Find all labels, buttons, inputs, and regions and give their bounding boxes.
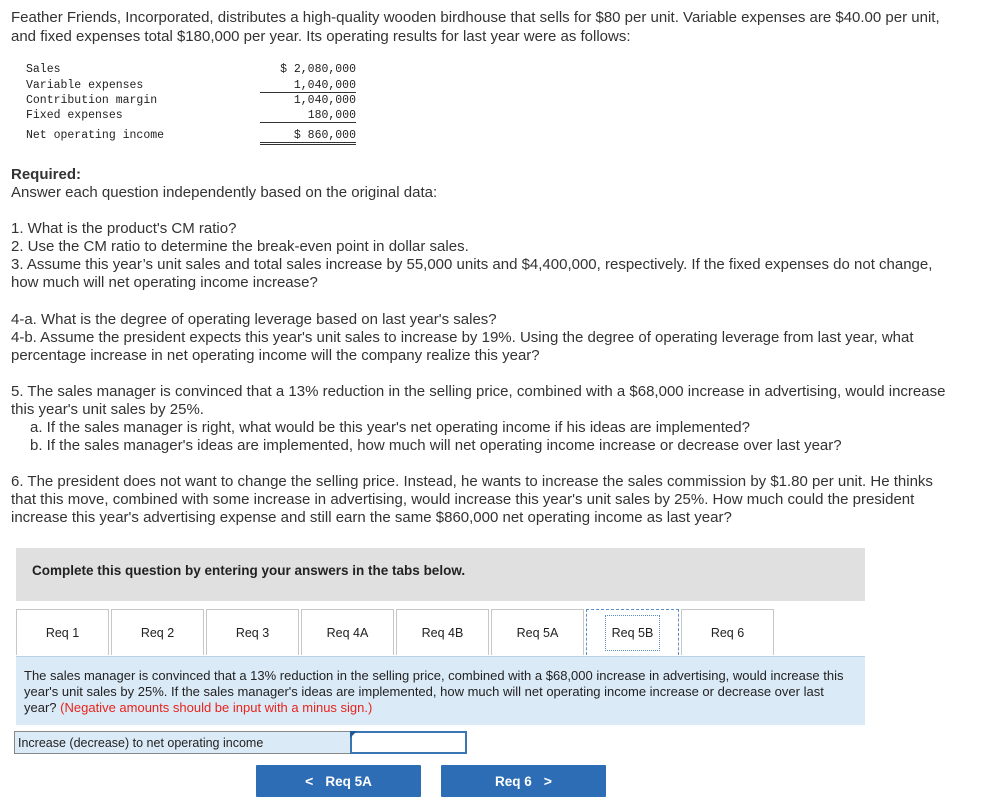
question-5b: b. If the sales manager's ideas are implemented, how much will net operating income increase or decrease over last year? — [30, 437, 842, 454]
fin-label: Sales — [26, 63, 61, 76]
question-1: 1. What is the product's CM ratio? — [11, 220, 237, 237]
input-note: (Negative amounts should be input with a minus sign.) — [60, 700, 373, 715]
tab-label: Req 4A — [326, 625, 369, 640]
tab-req-6[interactable] — [681, 609, 774, 655]
tab-req-4b[interactable] — [396, 609, 489, 655]
fin-label: Contribution margin — [26, 94, 158, 107]
fin-row-fixed-expenses — [26, 109, 356, 125]
fin-row-sales — [26, 63, 356, 79]
instructions-panel — [16, 548, 865, 601]
prev-button-label: Req 5A — [325, 773, 372, 789]
fin-value: 1,040,000 — [260, 79, 356, 93]
question-content-box — [16, 656, 865, 725]
tab-req-2[interactable] — [111, 609, 204, 655]
net-operating-income-change-input[interactable] — [350, 731, 467, 754]
fin-label: Net operating income — [26, 129, 165, 142]
chevron-left-icon: < — [305, 773, 314, 789]
tab-label: Req 6 — [710, 625, 745, 640]
questions-5 — [11, 383, 961, 455]
question-4a: 4-a. What is the degree of operating leverage based on last year's sales? — [11, 311, 497, 328]
tab-label: Req 5A — [516, 625, 559, 640]
prev-button[interactable] — [256, 765, 421, 797]
questions-1-3 — [11, 220, 961, 292]
fin-value: 1,040,000 — [293, 94, 356, 107]
fin-row-net-operating-income — [26, 129, 356, 145]
question-5: 5. The sales manager is convinced that a 13% reduction in the selling price, combined with a $68,000 increase in advertising, would increase this year's unit sales by 25%. — [11, 383, 946, 418]
fin-row-variable-expenses — [26, 79, 356, 95]
question-2: 2. Use the CM ratio to determine the break-even point in dollar sales. — [11, 238, 469, 255]
required-subtitle: Answer each question independently based on the original data: — [11, 184, 438, 201]
next-button[interactable] — [441, 765, 606, 797]
question-4b: 4-b. Assume the president expects this year's unit sales to increase by 19%. Using the degree of operating leverage from last year, what percentage increase in net operating income will the company realize this year? — [11, 329, 914, 364]
next-button-label: Req 6 — [495, 773, 532, 789]
question-6: 6. The president does not want to change the selling price. Instead, he wants to increase the sales commission by $1.80 per unit. He thinks that this move, combined with some increase in advertising, would increase this year's unit sales by 25%. How much could the president increase this year's advertising expense and still earn the same $860,000 net operating income as last year? — [11, 473, 933, 526]
tab-label: Req 2 — [140, 625, 175, 640]
tab-label: Req 5B — [605, 615, 661, 651]
fin-value: $ 860,000 — [260, 129, 356, 145]
tab-label: Req 1 — [45, 625, 80, 640]
tab-req-5a[interactable] — [491, 609, 584, 655]
tab-req-1[interactable] — [16, 609, 109, 655]
question-3: 3. Assume this year’s unit sales and total sales increase by 55,000 units and $4,400,000, respectively. If the fixed expenses do not change, how much will net operating income increase? — [11, 256, 933, 291]
instructions-text: Complete this question by entering your answers in the tabs below. — [32, 563, 466, 578]
chevron-right-icon: > — [543, 773, 552, 789]
tab-label: Req 4B — [421, 625, 464, 640]
questions-4 — [11, 311, 961, 365]
question-5a: a. If the sales manager is right, what would be this year's net operating income if his ideas are implemented? — [30, 419, 750, 436]
input-marker — [350, 731, 357, 738]
fin-value: 180,000 — [260, 109, 356, 123]
question-text: The sales manager is convinced that a 13% reduction in the selling price, combined with a $68,000 increase in advertising, would increase this year's unit sales by 25%. If the sales manager's ideas are implemented, how much will net operating income increase or decrease over last year? — [24, 668, 844, 715]
required-title: Required: — [11, 166, 82, 183]
question-6-block — [11, 473, 961, 527]
fin-value: $ 2,080,000 — [280, 63, 356, 76]
fin-label: Variable expenses — [26, 79, 144, 92]
answer-label: Increase (decrease) to net operating income — [14, 731, 350, 754]
question-content — [24, 668, 854, 716]
tab-req-4a[interactable] — [301, 609, 394, 655]
fin-row-contribution-margin — [26, 94, 356, 110]
fin-label: Fixed expenses — [26, 109, 123, 122]
problem-intro: Feather Friends, Incorporated, distributes a high-quality wooden birdhouse that sells for $80 per unit. Variable expenses are $40.00 per unit, and fixed expenses total $180,000 per year. Its operating results for last year were as follows: — [11, 9, 940, 45]
tab-req-3[interactable] — [206, 609, 299, 655]
tab-req-5b[interactable] — [586, 609, 679, 655]
tab-label: Req 3 — [235, 625, 270, 640]
